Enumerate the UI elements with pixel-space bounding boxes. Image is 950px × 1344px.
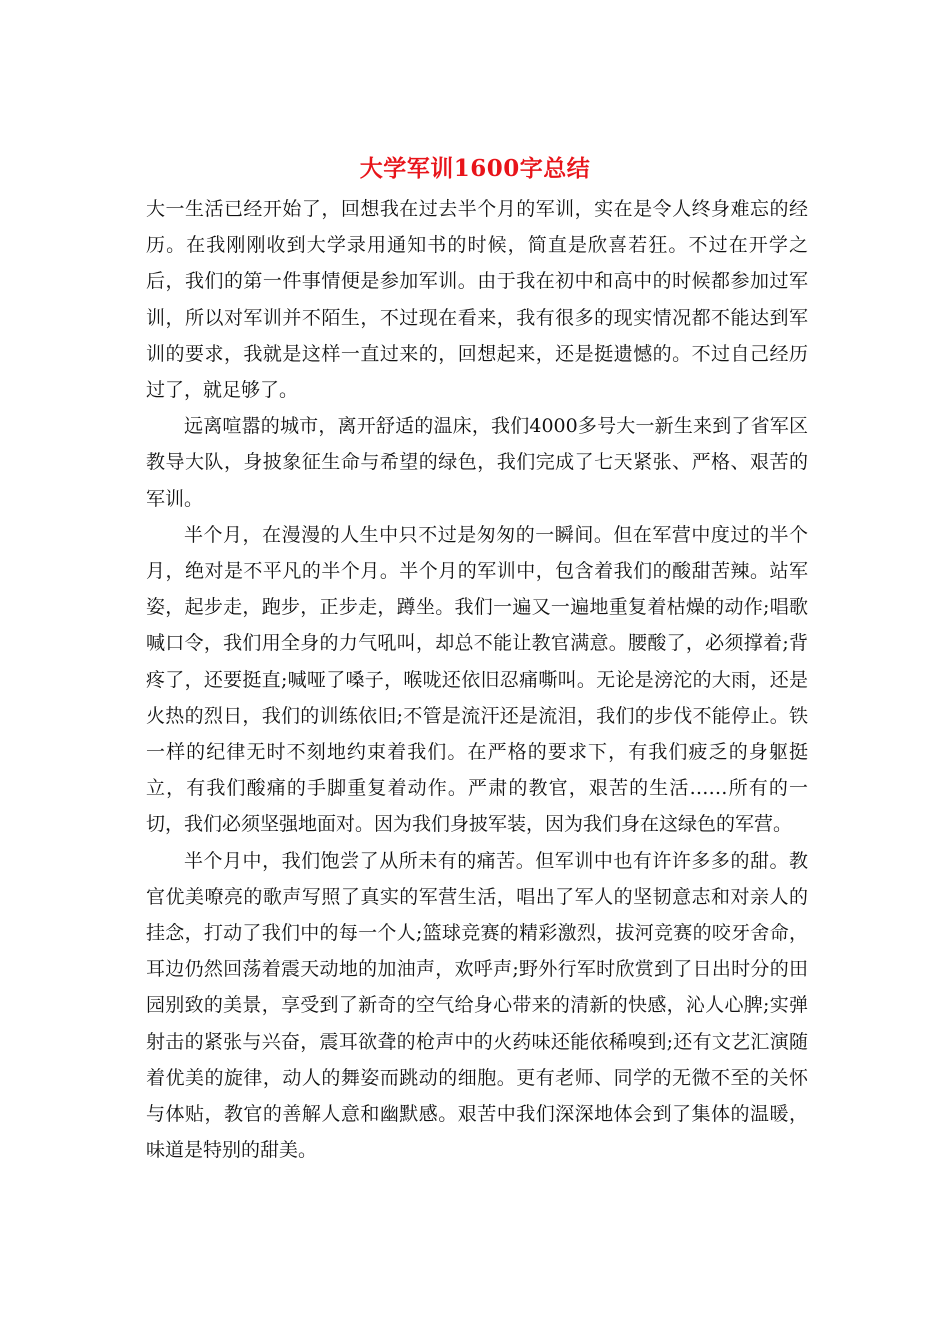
paragraph-3: 半个月，在漫漫的人生中只不过是匆匆的一瞬间。但在军营中度过的半个月，绝对是不平凡的半个月。半个月的军训中，包含着我们的酸甜苦辣。站军姿，起步走，跑步，正步走，蹲坐。我们一遍又一遍地重复着枯燥的动作;唱歌喊口令，我们用全身的力气吼叫，却总不能让教官满意。腰酸了，必须撑着;背疼了，还要挺直;喊哑了嗓子，喉咙还依旧忍痛嘶叫。无论是滂沱的大雨，还是火热的烈日，我们的训练依旧;不管是流汗还是流泪，我们的步伐不能停止。铁一样的纪律无时不刻地约束着我们。在严格的要求下，有我们疲乏的身躯挺立，有我们酸痛的手脚重复着动作。严肃的教官，艰苦的生活……所有的一切，我们必须坚强地面对。因为我们身披军装，因为我们身在这绿色的军营。 [146,523,808,836]
paragraph-4: 半个月中，我们饱尝了从所未有的痛苦。但军训中也有许许多多的甜。教官优美嘹亮的歌声写照了真实的军营生活，唱出了军人的坚韧意志和对亲人的挂念，打动了我们中的每一个人;篮球竞赛的精彩激烈，拔河竞赛的咬牙舍命，耳边仍然回荡着震天动地的加油声，欢呼声;野外行军时欣赏到了日出时分的田园别致的美景，享受到了新奇的空气给身心带来的清新的快感，沁人心脾;实弹射击的紧张与兴奋，震耳欲聋的枪声中的火药味还能依稀嗅到;还有文艺汇演随着优美的旋律，动人的舞姿而跳动的细胞。更有老师、同学的无微不至的关怀与体贴，教官的善解人意和幽默感。艰苦中我们深深地体会到了集体的温暖，味道是特别的甜美。 [146,849,808,1162]
document-body [146,191,808,1168]
paragraph-2: 远离喧嚣的城市，离开舒适的温床，我们4000多号大一新生来到了省军区教导大队，身披象征生命与希望的绿色，我们完成了七天紧张、严格、艰苦的军训。 [146,415,808,510]
document-title: 大学军训1600字总结 [359,155,591,182]
paragraph-1: 大一生活已经开始了，回想我在过去半个月的军训，实在是令人终身难忘的经历。在我刚刚收到大学录用通知书的时候，简直是欣喜若狂。不过在开学之后，我们的第一件事情便是参加军训。由于我在初中和高中的时候都参加过军训，所以对军训并不陌生，不过现在看来，我有很多的现实情况都不能达到军训的要求，我就是这样一直过来的，回想起来，还是挺遗憾的。不过自己经历过了，就足够了。 [146,198,808,402]
